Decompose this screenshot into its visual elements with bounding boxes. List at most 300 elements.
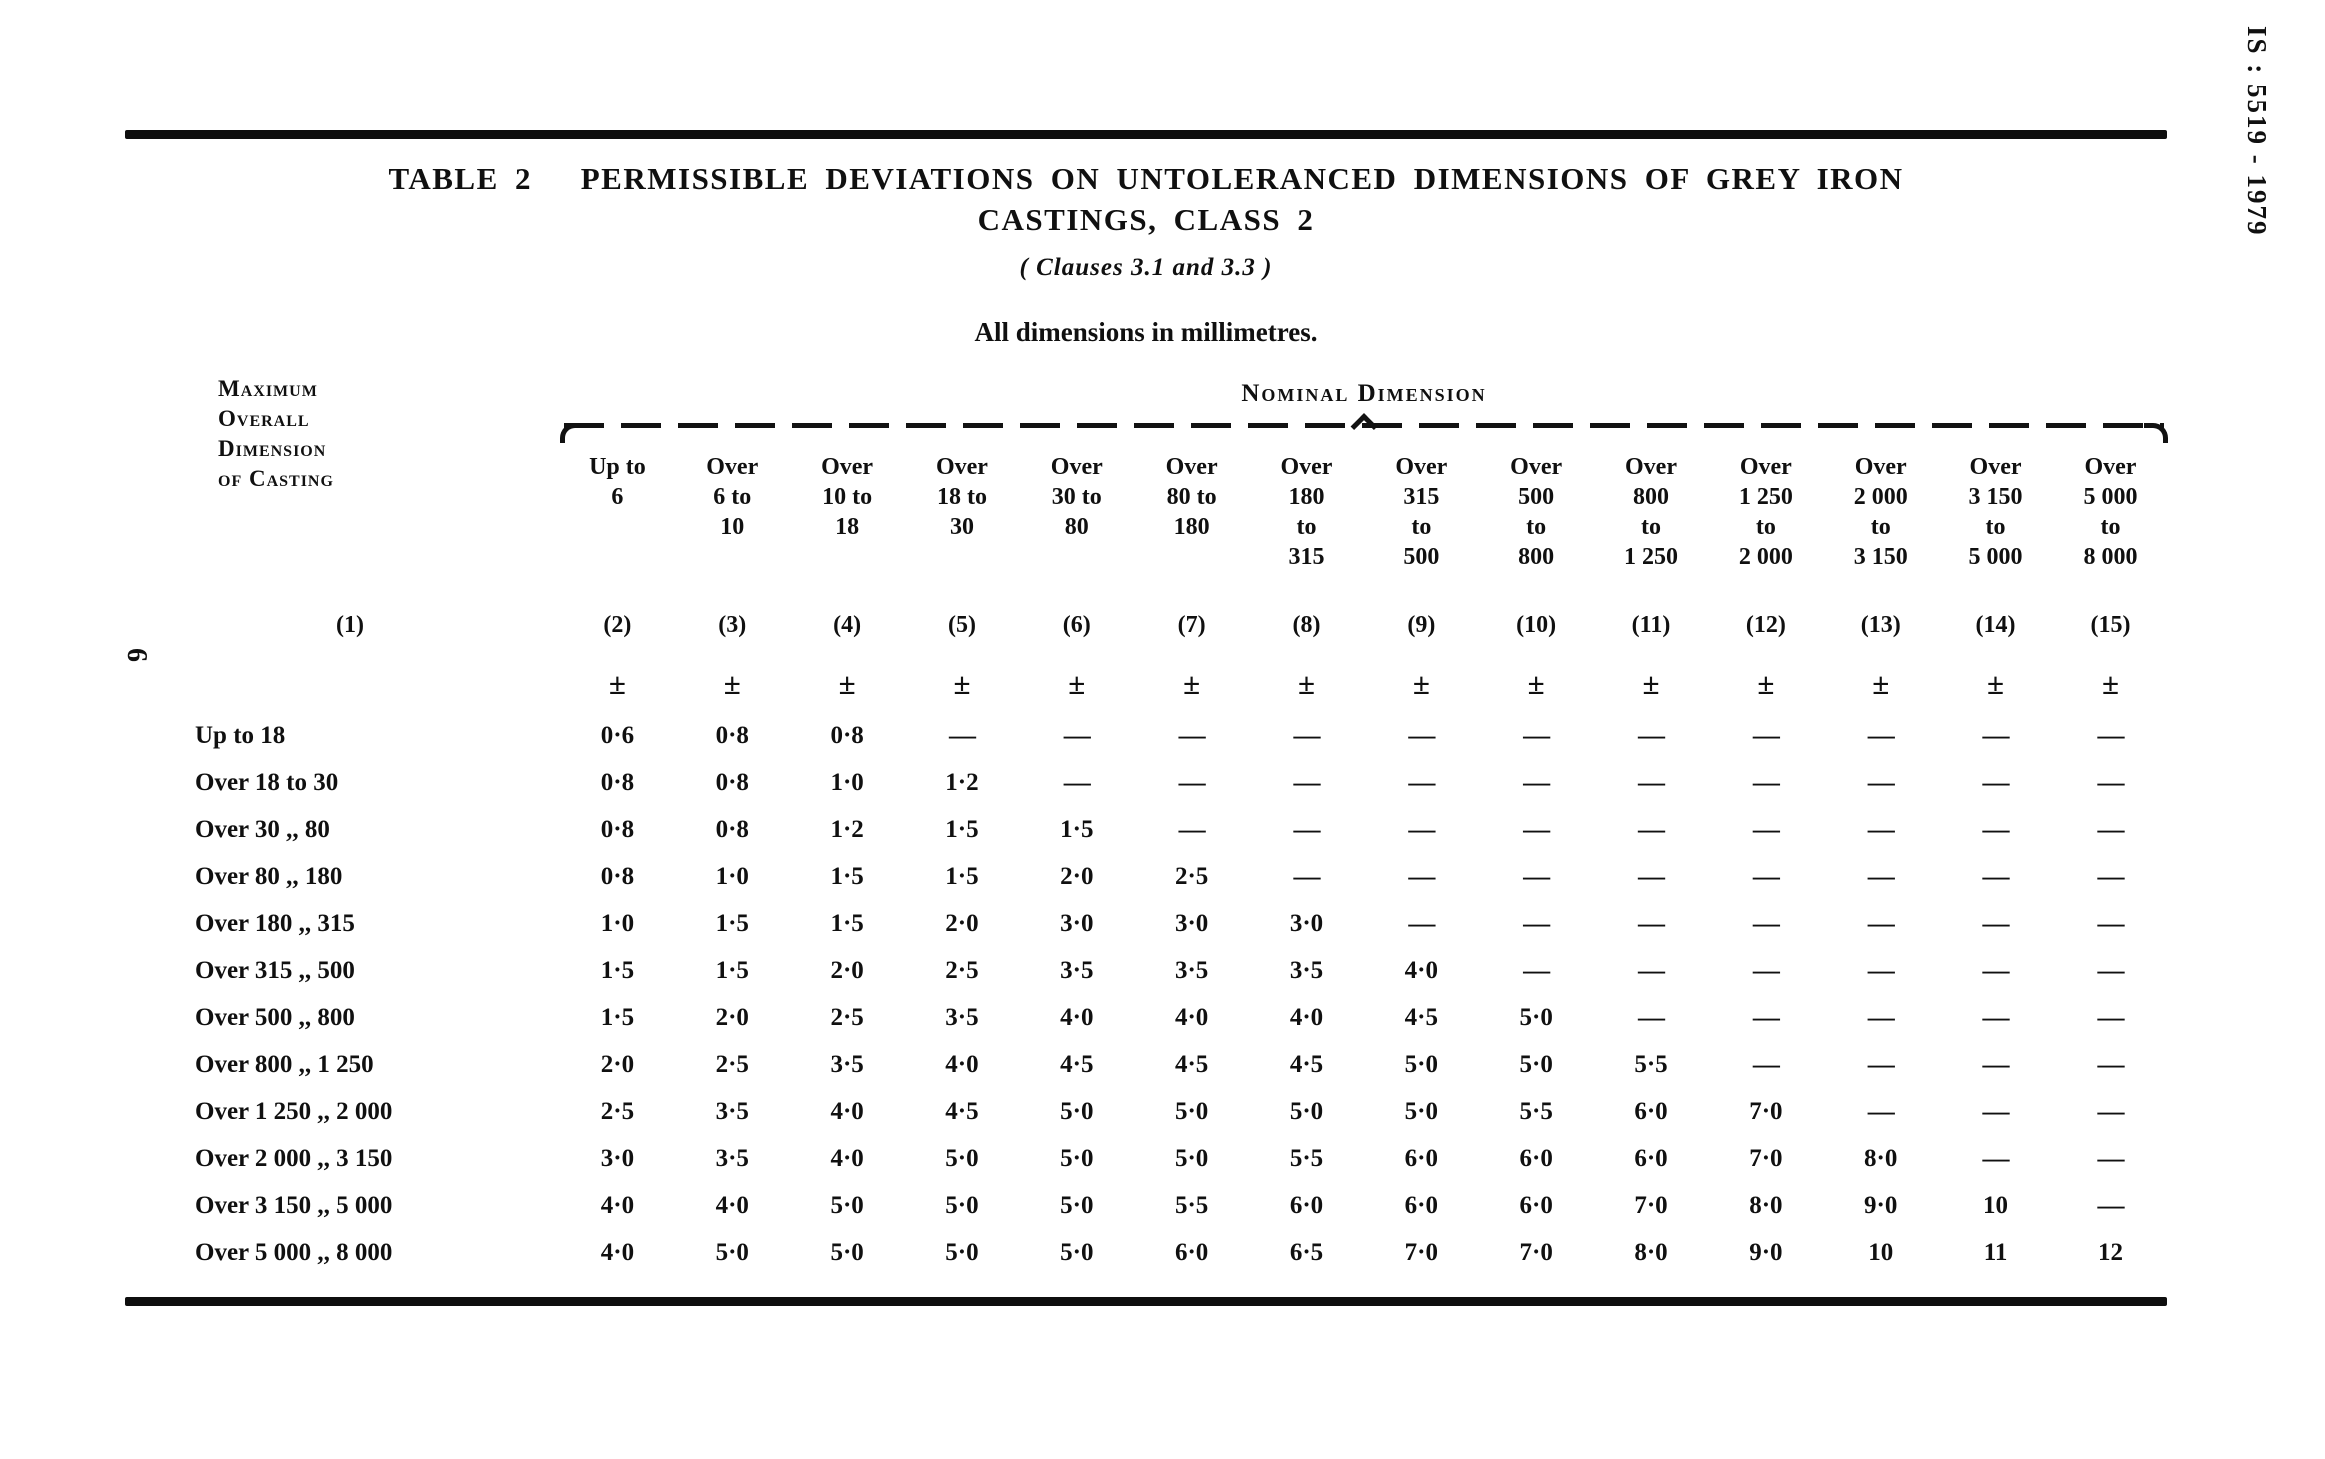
- column-number: (3): [718, 611, 747, 638]
- cell-value: —: [1063, 720, 1090, 750]
- column-header-line: 6 to: [713, 484, 752, 510]
- table-row: [140, 1182, 2168, 1229]
- column-header-line: 315: [1403, 484, 1440, 510]
- column-header: [1134, 452, 1249, 594]
- column-header-line: 30: [949, 514, 974, 540]
- cell-value: 6·0: [1404, 1191, 1438, 1219]
- cell-value: —: [2097, 1049, 2124, 1079]
- row-label: Over 2 000 ,, 3 150: [195, 1144, 393, 1172]
- cell-value: —: [1178, 720, 1205, 750]
- cell-value: 1·5: [945, 862, 979, 890]
- cell-value: —: [2097, 861, 2124, 891]
- cell-value: —: [2097, 1096, 2124, 1126]
- cell-value: —: [1867, 861, 1894, 891]
- cell-value: —: [2097, 720, 2124, 750]
- column-number: (2): [603, 611, 632, 638]
- plus-minus-sign: ±: [1412, 666, 1430, 701]
- cell-value: —: [1523, 861, 1550, 891]
- cell-value: 4·0: [1289, 1003, 1324, 1031]
- cell-value: —: [1982, 861, 2009, 891]
- cell-value: —: [1752, 908, 1779, 938]
- cell-value: —: [1982, 1096, 2009, 1126]
- cell-value: 1·0: [830, 768, 864, 796]
- row-label: Up to 18: [195, 721, 286, 749]
- column-header-line: to: [1870, 514, 1891, 540]
- cell-value: 4·5: [1289, 1050, 1324, 1078]
- cell-value: 6·0: [1404, 1144, 1438, 1172]
- cell-value: 2·0: [1060, 862, 1094, 890]
- cell-value: —: [1293, 861, 1320, 891]
- row-label: Over 5 000 ,, 8 000: [195, 1238, 393, 1266]
- cell-value: 0·8: [600, 768, 635, 796]
- cell-value: 3·5: [715, 1097, 749, 1125]
- column-header-line: Over: [1510, 454, 1563, 480]
- cell-value: —: [1982, 908, 2009, 938]
- plus-minus-sign: ±: [1987, 666, 2005, 701]
- cell-value: 0·8: [600, 862, 635, 890]
- cell-value: 5·0: [1060, 1191, 1094, 1219]
- column-header-line: Over: [1739, 454, 1792, 480]
- cell-value: —: [1638, 720, 1665, 750]
- cell-value: —: [1178, 767, 1205, 797]
- cell-value: —: [2097, 1190, 2124, 1220]
- cell-value: —: [1867, 908, 1894, 938]
- cell-value: 10: [1868, 1238, 1894, 1266]
- row-header-line: Maximum: [218, 376, 318, 401]
- column-number: (13): [1860, 611, 1901, 638]
- column-numbers-row: [140, 594, 2168, 656]
- column-header-line: 315: [1288, 544, 1325, 570]
- cell-value: —: [1293, 720, 1320, 750]
- cell-value: —: [1982, 1049, 2009, 1079]
- cell-value: —: [1638, 814, 1665, 844]
- cell-value: —: [1523, 720, 1550, 750]
- table-title-line2: CASTINGS, CLASS 2: [977, 202, 1315, 237]
- cell-value: 0·6: [600, 721, 635, 749]
- column-header: [1708, 452, 1823, 594]
- cell-value: 12: [2097, 1238, 2123, 1266]
- cell-value: —: [2097, 814, 2124, 844]
- cell-value: 7·0: [1404, 1238, 1438, 1266]
- group-header-row: [140, 368, 2168, 452]
- plus-minus-sign: ±: [1757, 666, 1775, 701]
- cell-value: 4·5: [1404, 1003, 1438, 1031]
- cell-value: 3·0: [600, 1144, 635, 1172]
- cell-value: 11: [1983, 1238, 2008, 1266]
- column-header: [560, 452, 675, 594]
- column-header: [1594, 452, 1709, 594]
- cell-value: —: [1982, 767, 2009, 797]
- column-number: (6): [1062, 611, 1091, 638]
- cell-value: 4·0: [830, 1144, 864, 1172]
- cell-value: —: [1867, 1002, 1894, 1032]
- cell-value: 3·5: [1060, 956, 1094, 984]
- cell-value: 3·5: [715, 1144, 749, 1172]
- cell-value: 7·0: [1519, 1238, 1553, 1266]
- cell-value: 3·5: [830, 1050, 864, 1078]
- deviations-table: [140, 368, 2168, 1276]
- cell-value: —: [1982, 955, 2009, 985]
- cell-value: —: [2097, 767, 2124, 797]
- table-row: [140, 900, 2168, 947]
- column-header: [1479, 452, 1594, 594]
- column-header-line: 180: [1288, 484, 1325, 510]
- cell-value: 2·5: [945, 956, 979, 984]
- column-header-line: 8 000: [2083, 544, 2138, 570]
- cell-value: 5·0: [830, 1191, 864, 1219]
- column-header-line: 500: [1403, 544, 1440, 570]
- cell-value: —: [1638, 908, 1665, 938]
- cell-value: 4·0: [830, 1097, 864, 1125]
- header-brace: [560, 417, 2168, 435]
- row-label: Over 80 ,, 180: [195, 862, 343, 890]
- cell-value: 4·0: [600, 1191, 635, 1219]
- column-header-line: Over: [1969, 454, 2022, 480]
- table-row: [140, 1088, 2168, 1135]
- cell-value: —: [1752, 720, 1779, 750]
- table-row: [140, 712, 2168, 759]
- cell-value: 2·5: [600, 1097, 635, 1125]
- table-row: [140, 759, 2168, 806]
- column-number: (9): [1407, 611, 1436, 638]
- column-header-line: 80: [1064, 514, 1089, 540]
- cell-value: —: [1063, 767, 1090, 797]
- table-row: [140, 1135, 2168, 1182]
- table-row: [140, 806, 2168, 853]
- cell-value: —: [1752, 814, 1779, 844]
- cell-value: 5·0: [1404, 1097, 1438, 1125]
- cell-value: 3·0: [1174, 909, 1209, 937]
- nominal-dimension-cell: [560, 368, 2168, 452]
- column-number: (12): [1745, 611, 1786, 638]
- cell-value: 5·0: [1174, 1144, 1209, 1172]
- column-number: (5): [947, 611, 976, 638]
- column-header-line: Up to: [589, 454, 646, 480]
- cell-value: —: [1752, 1049, 1779, 1079]
- column-header-line: 3 150: [1968, 484, 2023, 510]
- column-number: (1): [336, 611, 364, 638]
- column-number: (14): [1975, 611, 2016, 638]
- cell-value: —: [1638, 1002, 1665, 1032]
- column-header: [675, 452, 790, 594]
- cell-value: 1·5: [830, 909, 864, 937]
- cell-value: 5·0: [1289, 1097, 1324, 1125]
- table-title: [125, 158, 2167, 240]
- cell-value: —: [2097, 1002, 2124, 1032]
- column-number: (11): [1631, 611, 1671, 638]
- column-header-line: 18: [835, 514, 860, 540]
- cell-value: —: [1752, 861, 1779, 891]
- cell-value: —: [1523, 955, 1550, 985]
- column-header-line: 5 000: [2083, 484, 2138, 510]
- column-header-line: Over: [1165, 454, 1218, 480]
- cell-value: 0·8: [715, 768, 749, 796]
- column-number: (8): [1292, 611, 1321, 638]
- cell-value: 9·0: [1864, 1191, 1898, 1219]
- column-header-line: Over: [1280, 454, 1333, 480]
- cell-value: —: [1982, 720, 2009, 750]
- column-header-line: to: [2100, 514, 2121, 540]
- cell-value: —: [1408, 720, 1435, 750]
- column-header-line: to: [1526, 514, 1547, 540]
- column-header-line: 10: [720, 514, 745, 540]
- row-header-line: Overall: [218, 406, 310, 431]
- cell-value: 0·8: [715, 815, 749, 843]
- cell-value: 1·5: [715, 956, 749, 984]
- table-row: [140, 994, 2168, 1041]
- table-title-line1: TABLE 2 PERMISSIBLE DEVIATIONS ON UNTOLERANCED DIMENSIONS OF GREY IRON: [388, 161, 1904, 196]
- cell-value: 5·0: [1060, 1238, 1094, 1266]
- cell-value: 5·0: [715, 1238, 749, 1266]
- cell-value: 3·5: [1289, 956, 1324, 984]
- plus-minus-sign: ±: [1297, 666, 1315, 701]
- cell-value: —: [1523, 908, 1550, 938]
- cell-value: —: [1408, 814, 1435, 844]
- cell-value: 5·0: [1060, 1144, 1094, 1172]
- plus-minus-sign: ±: [1527, 666, 1545, 701]
- column-header-line: 3 150: [1853, 544, 1908, 570]
- table-row: [140, 1229, 2168, 1276]
- cell-value: 5·5: [1634, 1050, 1668, 1078]
- cell-value: —: [1867, 955, 1894, 985]
- cell-value: —: [1523, 814, 1550, 844]
- column-header: [1938, 452, 2053, 594]
- column-header-line: 18 to: [936, 484, 987, 510]
- cell-value: 4·0: [1174, 1003, 1209, 1031]
- cell-value: 8·0: [1749, 1191, 1783, 1219]
- cell-value: 5·0: [1060, 1097, 1094, 1125]
- table-row: [140, 1041, 2168, 1088]
- column-header-line: 800: [1518, 544, 1555, 570]
- plus-minus-sign: ±: [838, 666, 856, 701]
- cell-value: 6·0: [1174, 1238, 1209, 1266]
- brace-right-hook: [2144, 423, 2168, 443]
- column-number: (7): [1177, 611, 1206, 638]
- column-header-line: 1 250: [1738, 484, 1793, 510]
- row-label: Over 1 250 ,, 2 000: [195, 1097, 393, 1125]
- column-number: (15): [2090, 611, 2131, 638]
- plus-minus-sign: ±: [723, 666, 741, 701]
- cell-value: —: [1408, 861, 1435, 891]
- column-header-line: 5 000: [1968, 544, 2023, 570]
- table-row: [140, 947, 2168, 994]
- column-header: [2053, 452, 2168, 594]
- cell-value: —: [1752, 955, 1779, 985]
- cell-value: 5·0: [830, 1238, 864, 1266]
- plus-minus-sign: ±: [608, 666, 626, 701]
- cell-value: 8·0: [1864, 1144, 1898, 1172]
- column-header-line: to: [1755, 514, 1776, 540]
- cell-value: —: [1982, 1002, 2009, 1032]
- cell-value: 4·5: [1060, 1050, 1094, 1078]
- cell-value: 6·0: [1634, 1144, 1668, 1172]
- cell-value: 4·0: [1404, 956, 1438, 984]
- cell-value: 1·5: [600, 1003, 635, 1031]
- page-number: 6: [121, 648, 152, 662]
- cell-value: —: [1982, 814, 2009, 844]
- row-label: Over 180 ,, 315: [195, 909, 355, 937]
- cell-value: 6·5: [1289, 1238, 1324, 1266]
- cell-value: 5·0: [1404, 1050, 1438, 1078]
- cell-value: 6·0: [1519, 1191, 1553, 1219]
- cell-value: 3·0: [1060, 909, 1094, 937]
- cell-value: —: [1178, 814, 1205, 844]
- plus-minus-sign: ±: [953, 666, 971, 701]
- cell-value: 1·5: [600, 956, 635, 984]
- cell-value: 7·0: [1749, 1097, 1783, 1125]
- cell-value: 2·5: [830, 1003, 864, 1031]
- nominal-dimension-label: Nominal Dimension: [1241, 380, 1487, 407]
- cell-value: 3·5: [945, 1003, 979, 1031]
- cell-value: 7·0: [1634, 1191, 1668, 1219]
- column-header-line: 80 to: [1166, 484, 1217, 510]
- column-header-line: 500: [1518, 484, 1555, 510]
- column-header-line: 180: [1173, 514, 1210, 540]
- column-header-line: Over: [706, 454, 759, 480]
- column-header-line: Over: [1395, 454, 1448, 480]
- row-label: Over 3 150 ,, 5 000: [195, 1191, 393, 1219]
- cell-value: —: [1638, 955, 1665, 985]
- cell-value: —: [1752, 1002, 1779, 1032]
- cell-value: —: [2097, 1143, 2124, 1173]
- column-header: [1823, 452, 1938, 594]
- plus-minus-sign: ±: [1642, 666, 1660, 701]
- standard-reference: IS : 5519 - 1979: [2242, 26, 2272, 237]
- cell-value: 1·5: [830, 862, 864, 890]
- column-header-line: 10 to: [822, 484, 873, 510]
- cell-value: —: [1982, 1143, 2009, 1173]
- cell-value: —: [1638, 861, 1665, 891]
- cell-value: 6·0: [1519, 1144, 1553, 1172]
- cell-value: —: [2097, 908, 2124, 938]
- cell-value: 1·0: [600, 909, 635, 937]
- cell-value: 4·5: [1174, 1050, 1209, 1078]
- cell-value: 1·2: [945, 768, 979, 796]
- cell-value: 5·5: [1519, 1097, 1553, 1125]
- cell-value: 5·0: [1519, 1003, 1553, 1031]
- column-header-line: to: [1641, 514, 1662, 540]
- column-header-line: Over: [1050, 454, 1103, 480]
- column-number: (10): [1516, 611, 1557, 638]
- column-header-line: 30 to: [1051, 484, 1102, 510]
- column-header-line: to: [1985, 514, 2006, 540]
- column-header-line: 2 000: [1853, 484, 1908, 510]
- table-subtitle: ( Clauses 3.1 and 3.3 ): [1019, 254, 1273, 281]
- column-header: [1364, 452, 1479, 594]
- cell-value: 0·8: [715, 721, 749, 749]
- cell-value: 2·0: [830, 956, 864, 984]
- column-header: [790, 452, 905, 594]
- cell-value: 1·5: [715, 909, 749, 937]
- column-header-line: to: [1296, 514, 1317, 540]
- row-header-cell: [140, 368, 560, 594]
- cell-value: 6·0: [1634, 1097, 1668, 1125]
- column-header-line: Over: [2084, 454, 2137, 480]
- cell-value: —: [1408, 767, 1435, 797]
- cell-value: —: [1752, 767, 1779, 797]
- row-label: Over 500 ,, 800: [195, 1003, 355, 1031]
- row-label: Over 18 to 30: [195, 768, 339, 796]
- row-header-line: of Casting: [218, 466, 334, 491]
- cell-value: 9·0: [1749, 1238, 1783, 1266]
- cell-value: 6·0: [1289, 1191, 1324, 1219]
- cell-value: 8·0: [1634, 1238, 1668, 1266]
- plus-minus-sign: ±: [1872, 666, 1890, 701]
- plus-minus-sign: ±: [1183, 666, 1201, 701]
- cell-value: —: [1867, 814, 1894, 844]
- table-body: [140, 712, 2168, 1276]
- cell-value: 3·5: [1174, 956, 1209, 984]
- cell-value: —: [1867, 720, 1894, 750]
- row-label: Over 315 ,, 500: [195, 956, 355, 984]
- plus-minus-sign: ±: [1068, 666, 1086, 701]
- cell-value: 2·5: [1174, 862, 1209, 890]
- plus-minus-sign: ±: [2101, 666, 2119, 701]
- column-number: (4): [833, 611, 862, 638]
- cell-value: 5·5: [1289, 1144, 1324, 1172]
- row-label: Over 30 ,, 80: [195, 815, 330, 843]
- column-header-line: 800: [1633, 484, 1670, 510]
- deviations-table-wrap: [140, 368, 2168, 1276]
- row-label: Over 800 ,, 1 250: [195, 1050, 374, 1078]
- column-header-line: Over: [821, 454, 874, 480]
- cell-value: 4·5: [945, 1097, 979, 1125]
- cell-value: —: [1408, 908, 1435, 938]
- bottom-rule: [125, 1297, 2167, 1306]
- cell-value: 5·0: [1174, 1097, 1209, 1125]
- column-header: [1249, 452, 1364, 594]
- column-header-line: 1 250: [1624, 544, 1679, 570]
- cell-value: 2·0: [600, 1050, 635, 1078]
- cell-value: —: [1867, 1049, 1894, 1079]
- cell-value: 3·0: [1289, 909, 1324, 937]
- brace-center-peak: [1351, 413, 1378, 440]
- column-header-line: to: [1411, 514, 1432, 540]
- top-rule: [125, 130, 2167, 139]
- cell-value: —: [1293, 814, 1320, 844]
- cell-value: 2·0: [715, 1003, 749, 1031]
- cell-value: 7·0: [1749, 1144, 1783, 1172]
- cell-value: 4·0: [715, 1191, 749, 1219]
- cell-value: 4·0: [1060, 1003, 1094, 1031]
- column-header: [1019, 452, 1134, 594]
- dimensions-note: All dimensions in millimetres.: [974, 317, 1318, 347]
- cell-value: 1·5: [1060, 815, 1094, 843]
- cell-value: 5·0: [1519, 1050, 1553, 1078]
- pm-row: [140, 656, 2168, 712]
- cell-value: 0·8: [600, 815, 635, 843]
- cell-value: —: [2097, 955, 2124, 985]
- cell-value: —: [1293, 767, 1320, 797]
- cell-value: 2·5: [715, 1050, 749, 1078]
- row-header-line: Dimension: [218, 436, 327, 461]
- column-header-line: 6: [611, 484, 624, 510]
- table-row: [140, 853, 2168, 900]
- row-header-label: [218, 374, 560, 494]
- cell-value: —: [1523, 767, 1550, 797]
- cell-value: 1·2: [830, 815, 864, 843]
- cell-value: 10: [1983, 1191, 2009, 1219]
- cell-value: 5·0: [945, 1191, 979, 1219]
- cell-value: 5·5: [1174, 1191, 1209, 1219]
- cell-value: 5·0: [945, 1238, 979, 1266]
- cell-value: 1·0: [715, 862, 749, 890]
- cell-value: 0·8: [830, 721, 864, 749]
- column-header: [905, 452, 1020, 594]
- column-header-line: Over: [1854, 454, 1907, 480]
- cell-value: 4·0: [600, 1238, 635, 1266]
- cell-value: 2·0: [945, 909, 979, 937]
